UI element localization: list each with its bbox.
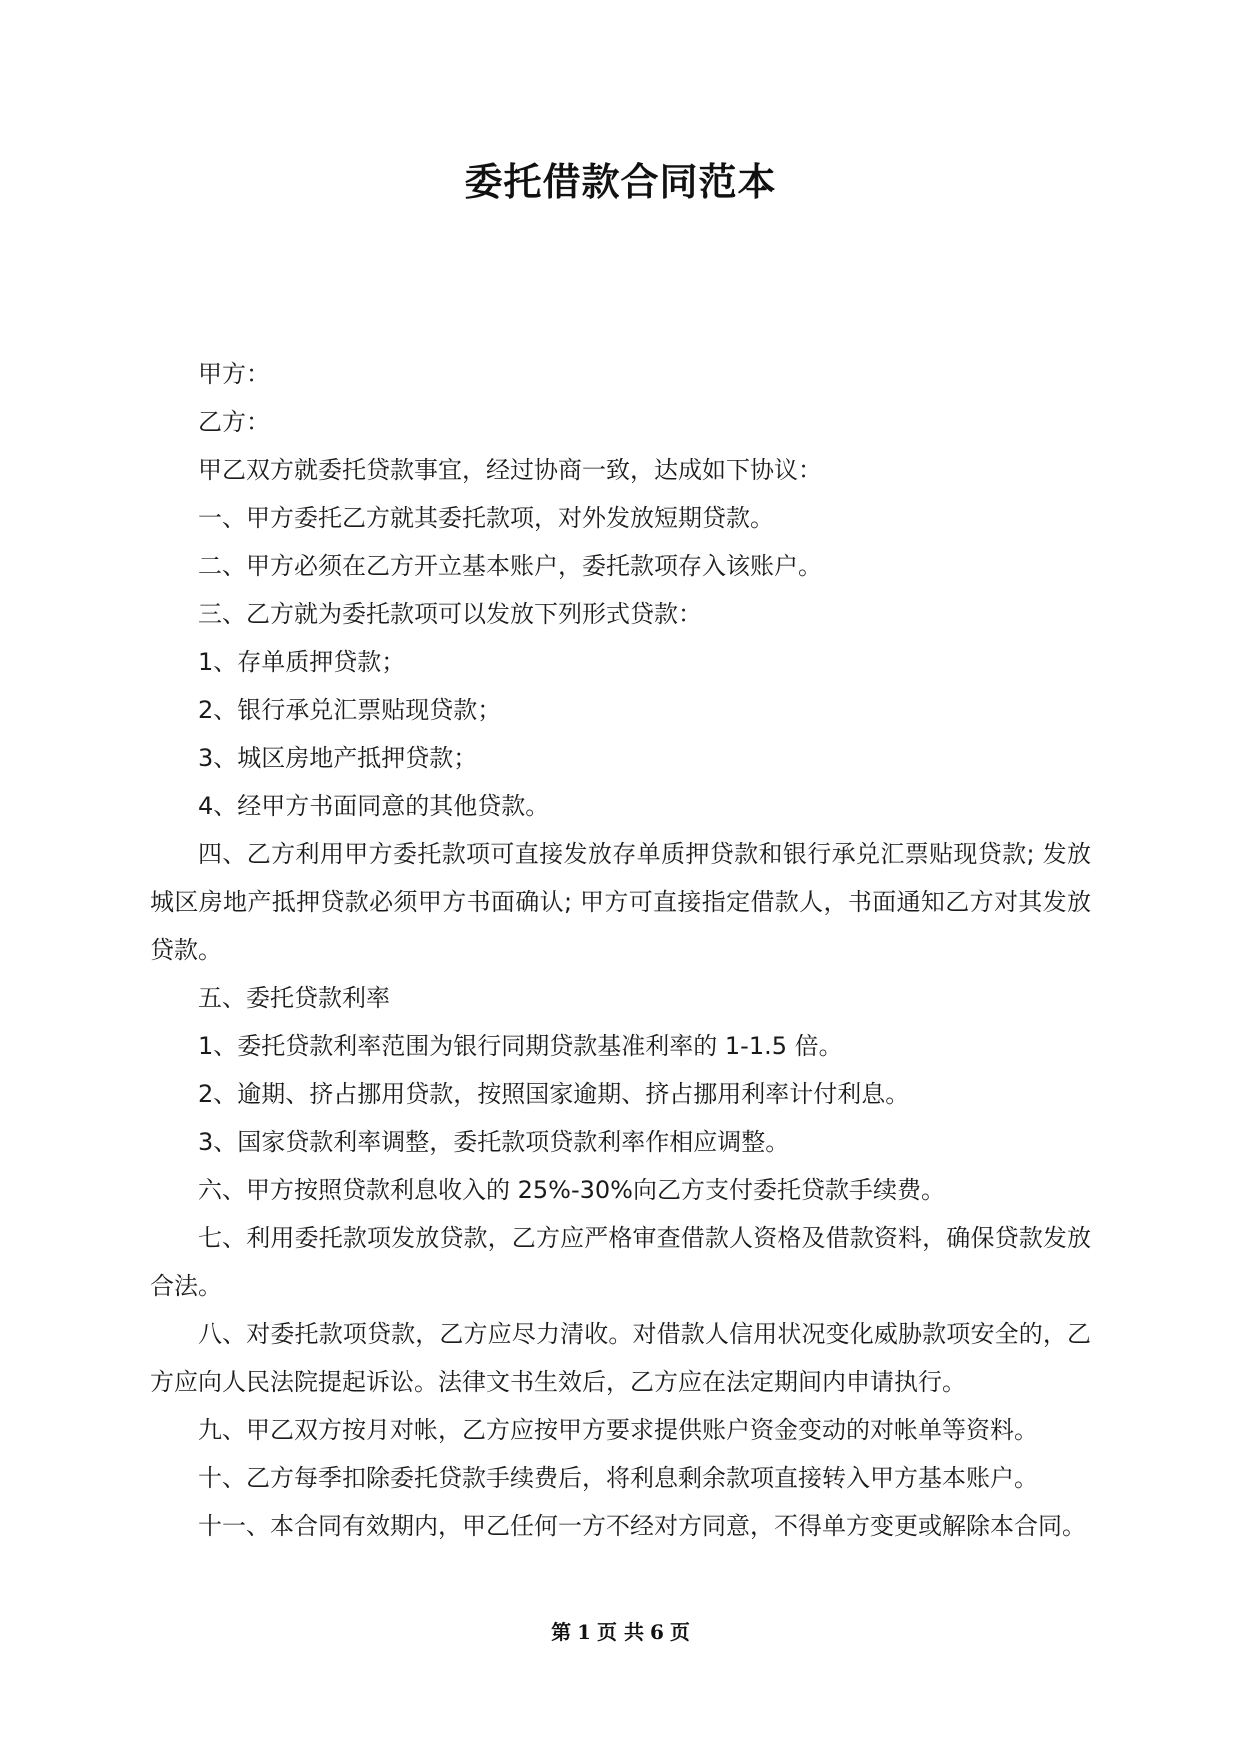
paragraph-clause-5-item-3: 3、国家贷款利率调整，委托款项贷款利率作相应调整。 — [198, 1128, 790, 1156]
footer-current-page: 1 — [577, 1620, 592, 1644]
document-body — [150, 350, 1091, 1550]
paragraph-clause-5-item-1: 1、委托贷款利率范围为银行同期贷款基准利率的 1-1.5 倍。 — [198, 1032, 843, 1060]
paragraph-clause-2: 二、甲方必须在乙方开立基本账户，委托款项存入该账户。 — [198, 552, 822, 580]
footer-middle: 页 共 — [597, 1620, 644, 1644]
paragraph-clause-3-item-1: 1、存单质押贷款； — [198, 648, 406, 676]
footer-prefix: 第 — [551, 1620, 572, 1644]
paragraph-clause-4: 四、乙方利用甲方委托款项可直接发放存单质押贷款和银行承兑汇票贴现贷款; 发放城区房地产抵押贷款必须甲方书面确认; 甲方可直接指定借款人，书面通知乙方对其发放贷款。 — [150, 840, 1091, 964]
paragraph-clause-1: 一、甲方委托乙方就其委托款项，对外发放短期贷款。 — [198, 504, 774, 532]
paragraph-party-b: 乙方： — [198, 408, 270, 436]
paragraph-clause-5: 五、委托贷款利率 — [198, 984, 390, 1012]
paragraph-clause-9: 九、甲乙双方按月对帐，乙方应按甲方要求提供账户资金变动的对帐单等资料。 — [198, 1416, 1038, 1444]
paragraph-clause-8: 八、对委托款项贷款，乙方应尽力清收。对借款人信用状况变化威胁款项安全的，乙方应向人民法院提起诉讼。法律文书生效后，乙方应在法定期间内申请执行。 — [150, 1320, 1091, 1396]
document-title: 委托借款合同范本 — [464, 160, 777, 204]
paragraph-preamble: 甲乙双方就委托贷款事宜，经过协商一致，达成如下协议： — [198, 456, 822, 484]
footer-total-pages: 6 — [649, 1620, 664, 1644]
paragraph-party-a: 甲方： — [198, 360, 270, 388]
paragraph-clause-7: 七、利用委托款项发放贷款，乙方应严格审查借款人资格及借款资料，确保贷款发放合法。 — [150, 1224, 1091, 1300]
paragraph-clause-3-item-4: 4、经甲方书面同意的其他贷款。 — [198, 792, 550, 820]
paragraph-clause-6: 六、甲方按照贷款利息收入的 25%-30%向乙方支付委托贷款手续费。 — [198, 1176, 945, 1204]
paragraph-clause-11: 十一、本合同有效期内，甲乙任何一方不经对方同意，不得单方变更或解除本合同。 — [198, 1512, 1086, 1540]
page-number-footer — [0, 1618, 1241, 1646]
paragraph-clause-5-item-2: 2、逾期、挤占挪用贷款，按照国家逾期、挤占挪用利率计付利息。 — [198, 1080, 910, 1108]
footer-suffix: 页 — [669, 1620, 690, 1644]
paragraph-clause-3: 三、乙方就为委托款项可以发放下列形式贷款： — [198, 600, 702, 628]
paragraph-clause-3-item-2: 2、银行承兑汇票贴现贷款； — [198, 696, 502, 724]
paragraph-clause-10: 十、乙方每季扣除委托贷款手续费后，将利息剩余款项直接转入甲方基本账户。 — [198, 1464, 1038, 1492]
paragraph-clause-3-item-3: 3、城区房地产抵押贷款； — [198, 744, 478, 772]
